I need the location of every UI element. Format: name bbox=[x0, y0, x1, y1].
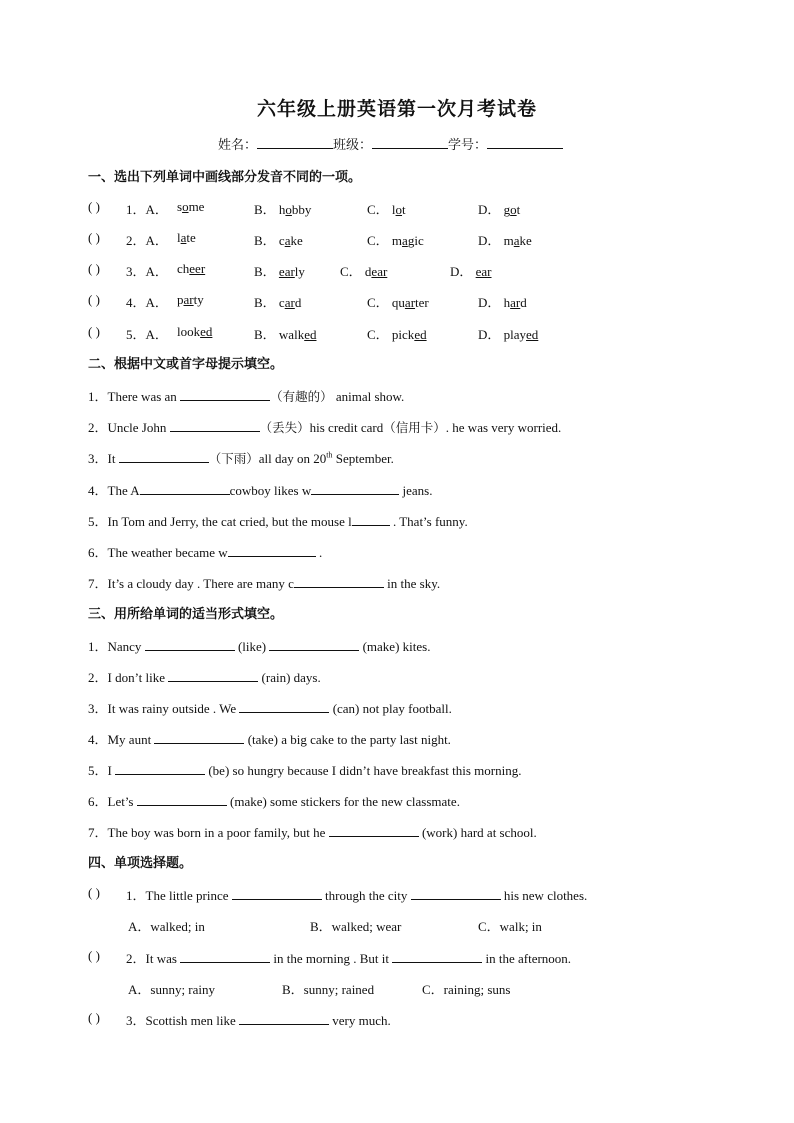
s3-question-6: 6．Let’s (make) some stickers for the new classmate. bbox=[88, 794, 460, 809]
option-d: D． played bbox=[478, 327, 539, 342]
answer-blank[interactable] bbox=[239, 700, 329, 713]
answer-blank[interactable] bbox=[294, 575, 384, 588]
list-item bbox=[88, 199, 708, 217]
answer-blank[interactable] bbox=[137, 793, 227, 806]
answer-blank[interactable] bbox=[352, 513, 390, 526]
page-title: 六年级上册英语第一次月考试卷 bbox=[256, 98, 537, 120]
answer-blank[interactable] bbox=[170, 419, 260, 432]
s2-question-1: 1．There was an （有趣的） animal show. bbox=[88, 389, 405, 404]
option-a: late bbox=[177, 230, 196, 245]
option-c[interactable]: C．raining; suns bbox=[422, 982, 511, 997]
option-c: C． picked bbox=[367, 327, 427, 342]
answer-blank[interactable] bbox=[180, 388, 270, 401]
answer-blank[interactable] bbox=[269, 638, 359, 651]
answer-blank[interactable] bbox=[228, 544, 316, 557]
option-a: party bbox=[177, 292, 204, 307]
section-4-heading: 四、单项选择题。 bbox=[88, 856, 193, 871]
question-number: 5．A． bbox=[126, 327, 168, 342]
option-a: cheer bbox=[177, 261, 206, 276]
option-b: B． walked bbox=[254, 327, 317, 342]
question-number: 2．A． bbox=[126, 233, 168, 248]
option-d: D． ear bbox=[450, 264, 492, 279]
section-1-heading: 一、选出下列单词中画线部分发音不同的一项。 bbox=[88, 170, 362, 185]
answer-paren[interactable]: ( ) bbox=[88, 324, 100, 339]
option-c: C． lot bbox=[367, 202, 406, 217]
question-number: 4．A． bbox=[126, 295, 168, 310]
name-field[interactable] bbox=[257, 136, 333, 149]
s2-question-2: 2．Uncle John （丢失）his credit card（信用卡）. he was very worried. bbox=[88, 420, 562, 435]
option-b[interactable]: B．walked; wear bbox=[310, 919, 402, 934]
s4-q2-options bbox=[88, 979, 708, 997]
answer-blank[interactable] bbox=[311, 482, 399, 495]
answer-blank[interactable] bbox=[115, 762, 205, 775]
option-a[interactable]: A．walked; in bbox=[128, 919, 205, 934]
s4-question-3: ( ) 3．Scottish men like very much. bbox=[88, 1010, 391, 1028]
answer-blank[interactable] bbox=[232, 887, 322, 900]
s4-question-1: ( ) 1．The little prince through the city his new clothes. bbox=[88, 885, 588, 903]
s3-question-4: 4．My aunt (take) a big cake to the party last night. bbox=[88, 732, 451, 747]
answer-paren[interactable]: ( ) bbox=[88, 292, 100, 307]
s2-question-5: 5．In Tom and Jerry, the cat cried, but the mouse l . That’s funny. bbox=[88, 514, 468, 529]
s2-question-3: 3．It （下雨）all day on 20th September. bbox=[88, 450, 394, 466]
option-c: C． dear bbox=[340, 264, 388, 279]
s4-q1-options bbox=[88, 916, 708, 934]
option-b: B． card bbox=[254, 295, 302, 310]
s3-question-2: 2．I don’t like (rain) days. bbox=[88, 670, 321, 685]
name-label: 姓名： bbox=[218, 138, 258, 153]
list-item bbox=[88, 261, 708, 279]
option-d: D． hard bbox=[478, 295, 527, 310]
option-a: some bbox=[177, 199, 205, 214]
option-a[interactable]: A．sunny; rainy bbox=[128, 982, 216, 997]
option-c[interactable]: C．walk; in bbox=[478, 919, 542, 934]
answer-paren[interactable]: ( ) bbox=[88, 1010, 100, 1025]
s2-question-4: 4．The A cowboy likes w jeans. bbox=[88, 483, 433, 498]
option-b: B． cake bbox=[254, 233, 303, 248]
answer-blank[interactable] bbox=[329, 824, 419, 837]
id-field[interactable] bbox=[487, 136, 563, 149]
s2-question-7: 7．It’s a cloudy day . There are many c in the sky. bbox=[88, 576, 441, 591]
option-c: C． magic bbox=[367, 233, 424, 248]
question-number: 3．A． bbox=[126, 264, 168, 279]
class-field[interactable] bbox=[372, 136, 448, 149]
option-b: B． early bbox=[254, 264, 305, 279]
answer-paren[interactable]: ( ) bbox=[88, 948, 100, 963]
answer-blank[interactable] bbox=[392, 950, 482, 963]
answer-blank[interactable] bbox=[239, 1012, 329, 1025]
s4-question-2: ( ) 2．It was in the morning . But it in the afternoon. bbox=[88, 948, 572, 966]
answer-blank[interactable] bbox=[119, 450, 209, 463]
answer-blank[interactable] bbox=[140, 482, 230, 495]
option-d: D． got bbox=[478, 202, 521, 217]
id-label: 学号： bbox=[448, 138, 488, 153]
answer-paren[interactable]: ( ) bbox=[88, 199, 100, 214]
option-c: C． quarter bbox=[367, 295, 429, 310]
student-info bbox=[218, 134, 563, 153]
list-item bbox=[88, 292, 708, 310]
answer-blank[interactable] bbox=[145, 638, 235, 651]
answer-blank[interactable] bbox=[180, 950, 270, 963]
s3-question-1: 1．Nancy (like) (make) kites. bbox=[88, 639, 431, 654]
answer-paren[interactable]: ( ) bbox=[88, 885, 100, 900]
section-3-heading: 三、用所给单词的适当形式填空。 bbox=[88, 607, 284, 622]
list-item bbox=[88, 324, 708, 342]
list-item bbox=[88, 230, 708, 248]
option-b[interactable]: B．sunny; rained bbox=[282, 982, 375, 997]
s3-question-7: 7．The boy was born in a poor family, but he (work) hard at school. bbox=[88, 825, 537, 840]
section-2-heading: 二、根据中文或首字母提示填空。 bbox=[88, 357, 284, 372]
option-d: D． make bbox=[478, 233, 532, 248]
class-label: 班级： bbox=[333, 138, 373, 153]
option-b: B． hobby bbox=[254, 202, 312, 217]
answer-blank[interactable] bbox=[168, 669, 258, 682]
question-number: 1．A． bbox=[126, 202, 168, 217]
answer-paren[interactable]: ( ) bbox=[88, 230, 100, 245]
answer-blank[interactable] bbox=[411, 887, 501, 900]
answer-paren[interactable]: ( ) bbox=[88, 261, 100, 276]
s3-question-5: 5．I (be) so hungry because I didn’t have breakfast this morning. bbox=[88, 763, 522, 778]
option-a: looked bbox=[177, 324, 213, 339]
s2-question-6: 6．The weather became w . bbox=[88, 545, 323, 560]
s3-question-3: 3．It was rainy outside . We (can) not play football. bbox=[88, 701, 452, 716]
answer-blank[interactable] bbox=[154, 731, 244, 744]
